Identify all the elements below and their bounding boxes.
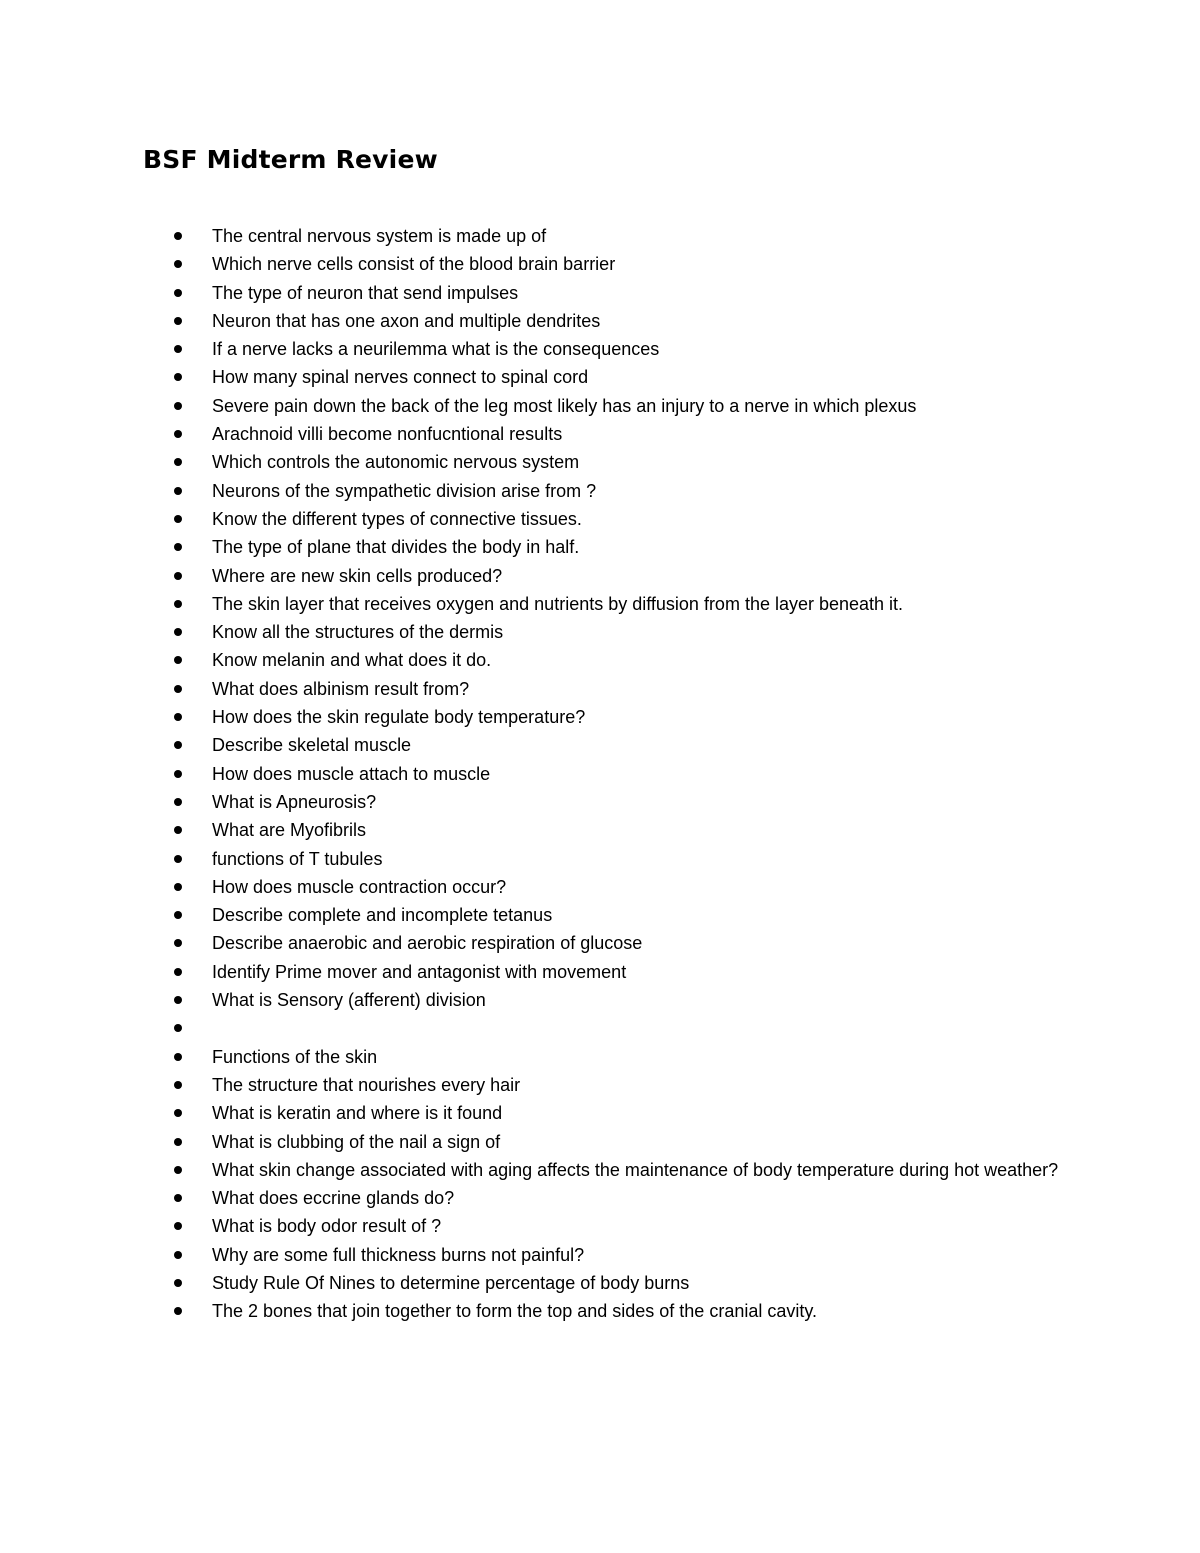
list-item — [0, 1043, 1200, 1071]
bullet-icon — [174, 600, 182, 608]
bullet-icon — [174, 317, 182, 325]
list-item — [0, 929, 1200, 957]
list-item — [0, 448, 1200, 476]
list-item-text: Neurons of the sympathetic division arise from ? — [212, 480, 597, 501]
list-item-text: Know the different types of connective tissues. — [212, 508, 582, 529]
list-item — [0, 986, 1200, 1014]
bullet-icon — [174, 1251, 182, 1259]
list-item — [0, 1099, 1200, 1127]
bullet-icon — [174, 1307, 182, 1315]
list-item — [0, 279, 1200, 307]
list-item-text: What does albinism result from? — [212, 678, 470, 699]
bullet-icon — [174, 232, 182, 240]
list-item — [0, 335, 1200, 363]
list-item-text: What skin change associated with aging affects the maintenance of body temperature during hot weather? — [212, 1159, 1059, 1180]
page-title: BSF Midterm Review — [143, 145, 438, 174]
bullet-icon — [174, 770, 182, 778]
bullet-icon — [174, 1222, 182, 1230]
list-item-text: Which controls the autonomic nervous system — [212, 452, 580, 473]
list-item-text: The 2 bones that join together to form the top and sides of the cranial cavity. — [212, 1301, 818, 1322]
list-item — [0, 646, 1200, 674]
list-item — [0, 873, 1200, 901]
bullet-icon — [174, 260, 182, 268]
bullet-icon — [174, 883, 182, 891]
list-item-text: Study Rule Of Nines to determine percentage of body burns — [212, 1272, 690, 1293]
list-item — [0, 1071, 1200, 1099]
list-item-text: Neuron that has one axon and multiple dendrites — [212, 310, 601, 331]
bullet-icon — [174, 1138, 182, 1146]
list-item — [0, 392, 1200, 420]
list-item — [0, 731, 1200, 759]
bullet-icon — [174, 826, 182, 834]
list-item — [0, 1128, 1200, 1156]
bullet-icon — [174, 402, 182, 410]
bullet-icon — [174, 572, 182, 580]
review-question-list — [0, 222, 1200, 1326]
list-item-text: What is Apneurosis? — [212, 791, 377, 812]
list-item — [0, 1269, 1200, 1297]
list-item-text: The central nervous system is made up of — [212, 226, 547, 246]
list-item-text: What is clubbing of the nail a sign of — [212, 1131, 501, 1152]
list-item-text: How does muscle attach to muscle — [212, 763, 491, 784]
list-item — [0, 1241, 1200, 1269]
bullet-icon — [174, 656, 182, 664]
list-item — [0, 1014, 1200, 1042]
bullet-icon — [174, 855, 182, 863]
list-item — [0, 1212, 1200, 1240]
bullet-icon — [174, 1081, 182, 1089]
list-item-text: Know all the structures of the dermis — [212, 622, 504, 643]
list-item — [0, 307, 1200, 335]
list-item-text: The type of neuron that send impulses — [212, 282, 519, 303]
bullet-icon — [174, 939, 182, 947]
list-item-text: How does muscle contraction occur? — [212, 876, 507, 897]
list-item-text: What is body odor result of ? — [212, 1216, 442, 1237]
bullet-icon — [174, 1194, 182, 1202]
bullet-icon — [174, 968, 182, 976]
list-item-text: Where are new skin cells produced? — [212, 565, 503, 586]
list-item-text: Functions of the skin — [212, 1046, 378, 1067]
list-item — [0, 1297, 1200, 1325]
bullet-icon — [174, 345, 182, 353]
list-item — [0, 675, 1200, 703]
list-item-text: The skin layer that receives oxygen and nutrients by diffusion from the layer beneath it. — [212, 593, 904, 614]
list-item — [0, 420, 1200, 448]
list-item-text: If a nerve lacks a neurilemma what is the consequences — [212, 339, 660, 360]
list-item-text: What are Myofibrils — [212, 820, 367, 841]
list-item-text: The type of plane that divides the body in half. — [212, 537, 580, 558]
bullet-icon — [174, 1053, 182, 1061]
bullet-icon — [174, 1166, 182, 1174]
bullet-icon — [174, 543, 182, 551]
list-item-text: Severe pain down the back of the leg most likely has an injury to a nerve in which plexus — [212, 395, 917, 416]
list-item-text: How does the skin regulate body temperature? — [212, 707, 586, 728]
list-item-text: Arachnoid villi become nonfucntional results — [212, 424, 563, 445]
list-item — [0, 250, 1200, 278]
bullet-icon — [174, 996, 182, 1004]
bullet-icon — [174, 515, 182, 523]
list-item-text: Describe anaerobic and aerobic respiration of glucose — [212, 933, 643, 954]
bullet-icon — [174, 741, 182, 749]
list-item — [0, 590, 1200, 618]
list-item — [0, 760, 1200, 788]
list-item — [0, 1156, 1200, 1184]
list-item-text: Which nerve cells consist of the blood brain barrier — [212, 254, 616, 275]
bullet-icon — [174, 798, 182, 806]
bullet-icon — [174, 628, 182, 636]
bullet-icon — [174, 685, 182, 693]
bullet-icon — [174, 458, 182, 466]
list-item-text: Describe complete and incomplete tetanus — [212, 905, 553, 926]
list-item — [0, 703, 1200, 731]
list-item-text: functions of T tubules — [212, 848, 383, 869]
bullet-icon — [174, 911, 182, 919]
list-item — [0, 816, 1200, 844]
list-item — [0, 533, 1200, 561]
list-item — [0, 477, 1200, 505]
list-item — [0, 958, 1200, 986]
bullet-icon — [174, 1024, 182, 1032]
list-item — [0, 788, 1200, 816]
list-item-text: Identify Prime mover and antagonist with movement — [212, 961, 627, 982]
list-item-text: What is keratin and where is it found — [212, 1103, 503, 1124]
bullet-icon — [174, 1279, 182, 1287]
list-item — [0, 618, 1200, 646]
list-item — [0, 1184, 1200, 1212]
list-item — [0, 222, 1200, 250]
list-item-text: Why are some full thickness burns not painful? — [212, 1244, 585, 1265]
bullet-icon — [174, 1109, 182, 1117]
bullet-icon — [174, 487, 182, 495]
bullet-icon — [174, 713, 182, 721]
bullet-icon — [174, 289, 182, 297]
bullet-icon — [174, 373, 182, 381]
list-item-text: What does eccrine glands do? — [212, 1188, 455, 1209]
list-item — [0, 505, 1200, 533]
list-item — [0, 363, 1200, 391]
list-item — [0, 845, 1200, 873]
list-item-text: Describe skeletal muscle — [212, 735, 412, 756]
list-item-text: How many spinal nerves connect to spinal cord — [212, 367, 589, 388]
list-item — [0, 901, 1200, 929]
list-item-text: The structure that nourishes every hair — [212, 1074, 521, 1095]
bullet-icon — [174, 430, 182, 438]
list-item-text: Know melanin and what does it do. — [212, 650, 492, 671]
list-item-text: What is Sensory (afferent) division — [212, 990, 486, 1011]
list-item — [0, 562, 1200, 590]
